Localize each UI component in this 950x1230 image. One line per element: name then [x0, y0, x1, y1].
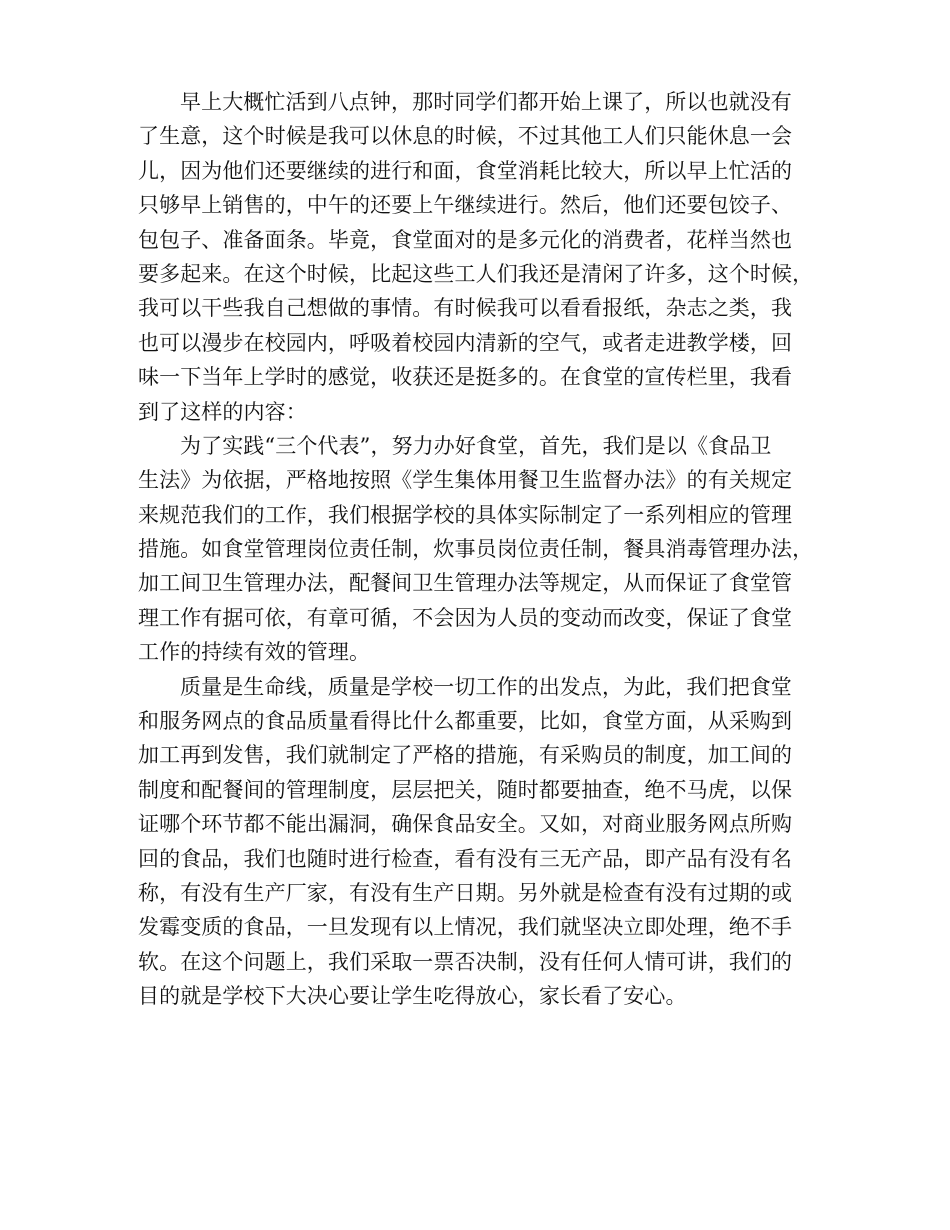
text-line: 也可以漫步在校园内，呼吸着校园内清新的空气，或者走进教学楼，回	[138, 330, 793, 355]
text-line: 到了这样的内容：	[138, 399, 307, 424]
text-line: 儿，因为他们还要继续的进行和面，食堂消耗比较大，所以早上忙活的	[138, 158, 793, 183]
text-line: 早上大概忙活到八点钟，那时同学们都开始上课了，所以也就没有	[180, 90, 792, 114]
text-line: 为了实践“三个代表”，努力办好食堂，首先，我们是以《食品卫	[180, 433, 772, 458]
text-line: 加工间卫生管理办法，配餐间卫生管理办法等规定，从而保证了食堂管	[138, 571, 793, 596]
paragraph-1	[138, 85, 828, 429]
text-line: 生法》为依据，严格地按照《学生集体用餐卫生监督办法》的有关规定	[138, 468, 793, 493]
paragraph-3	[138, 670, 828, 1014]
text-line: 要多起来。在这个时候，比起这些工人们我还是清闲了许多，这个时候，	[138, 261, 814, 286]
text-line: 加工再到发售，我们就制定了严格的措施，有采购员的制度，加工间的	[138, 743, 793, 768]
text-line: 回的食品，我们也随时进行检查，看有没有三无产品，即产品有没有名	[138, 846, 793, 871]
text-line: 软。在这个问题上，我们采取一票否决制，没有任何人情可讲，我们的	[138, 949, 793, 974]
text-line: 措施。如食堂管理岗位责任制，炊事员岗位责任制，餐具消毒管理办法，	[138, 537, 814, 562]
text-line: 和服务网点的食品质量看得比什么都重要，比如，食堂方面，从采购到	[138, 709, 793, 734]
text-line: 称，有没有生产厂家，有没有生产日期。另外就是检查有没有过期的或	[138, 880, 793, 905]
paragraph-2	[138, 429, 828, 670]
text-line: 只够早上销售的，中午的还要上午继续进行。然后，他们还要包饺子、	[138, 193, 793, 218]
document-body	[138, 85, 828, 1014]
text-line: 来规范我们的工作，我们根据学校的具体实际制定了一系列相应的管理	[138, 502, 793, 527]
text-line: 证哪个环节都不能出漏洞，确保食品安全。又如，对商业服务网点所购	[138, 812, 793, 837]
text-line: 工作的持续有效的管理。	[138, 640, 371, 665]
text-line: 目的就是学校下大决心要让学生吃得放心，家长看了安心。	[138, 984, 687, 1009]
text-line: 了生意，这个时候是我可以休息的时候，不过其他工人们只能休息一会	[138, 124, 793, 149]
text-line: 味一下当年上学时的感觉，收获还是挺多的。在食堂的宣传栏里，我看	[138, 365, 793, 390]
text-line: 包包子、准备面条。毕竟，食堂面对的是多元化的消费者，花样当然也	[138, 227, 793, 252]
text-line: 发霉变质的食品，一旦发现有以上情况，我们就坚决立即处理，绝不手	[138, 915, 793, 940]
text-line: 理工作有据可依，有章可循，不会因为人员的变动而改变，保证了食堂	[138, 605, 793, 630]
text-line: 制度和配餐间的管理制度，层层把关，随时都要抽查，绝不马虎，以保	[138, 777, 793, 802]
text-line: 质量是生命线，质量是学校一切工作的出发点，为此，我们把食堂	[180, 674, 792, 699]
text-line: 我可以干些我自己想做的事情。有时候我可以看看报纸，杂志之类，我	[138, 296, 793, 321]
